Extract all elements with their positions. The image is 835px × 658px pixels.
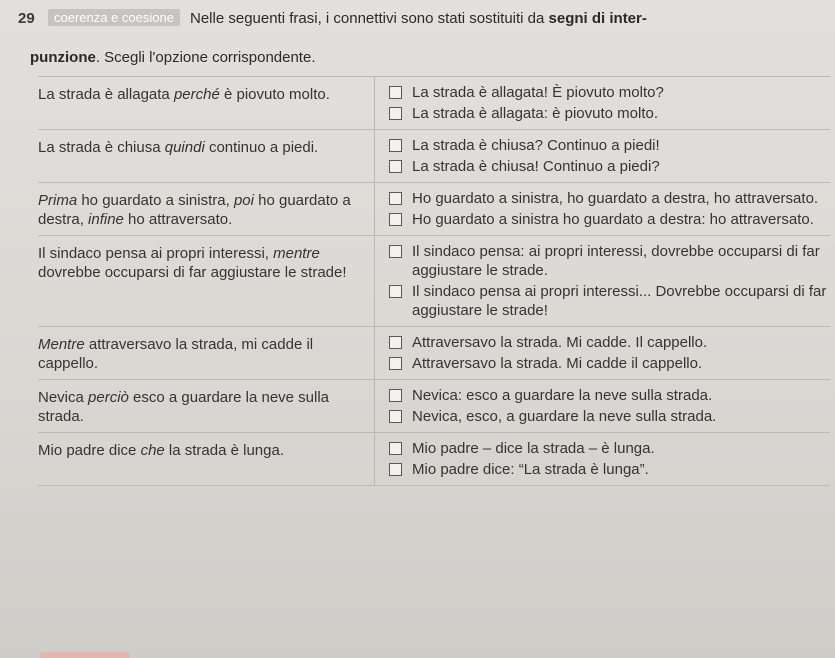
option-text: La strada è chiusa! Continuo a piedi? <box>412 158 660 175</box>
sentence-text: ho guardato a destra, <box>38 192 351 228</box>
instruction-bold-text: segni di inter- <box>548 10 647 27</box>
exercise-table <box>38 76 830 486</box>
original-sentence <box>38 433 375 485</box>
answer-option[interactable] <box>389 83 830 102</box>
sentence-text: attraversavo la strada, mi cadde il cappello. <box>38 336 314 372</box>
original-sentence <box>38 183 375 235</box>
sentence-text: la strada è lunga. <box>164 442 284 459</box>
sentence-text: La strada è chiusa <box>38 139 165 156</box>
checkbox-icon[interactable] <box>389 285 402 298</box>
sentence-text: è piovuto molto. <box>219 86 330 103</box>
checkbox-icon[interactable] <box>389 410 402 423</box>
checkbox-icon[interactable] <box>389 357 402 370</box>
option-text: La strada è chiusa? Continuo a piedi! <box>412 137 660 154</box>
instruction-text-2: . Scegli l'opzione corrispondente. <box>95 49 316 66</box>
answer-option[interactable] <box>389 386 830 405</box>
sentence-text: Il sindaco pensa ai propri interessi, <box>38 245 274 262</box>
table-row <box>38 433 830 486</box>
sentence-text: Nevica <box>38 389 89 406</box>
answer-option[interactable] <box>389 104 830 123</box>
connective-word: che <box>140 442 165 459</box>
topic-tag: coerenza e coesione <box>48 9 180 26</box>
option-text: Nevica: esco a guardare la neve sulla strada. <box>412 387 713 404</box>
options-cell <box>375 183 830 235</box>
connective-word: perché <box>173 86 220 103</box>
answer-option[interactable] <box>389 407 830 426</box>
answer-option[interactable] <box>389 439 830 458</box>
original-sentence <box>38 327 375 379</box>
sentence-text: ho attraversato. <box>123 211 233 228</box>
checkbox-icon[interactable] <box>389 107 402 120</box>
connective-word: quindi <box>164 139 205 156</box>
answer-option[interactable] <box>389 354 830 373</box>
checkbox-icon[interactable] <box>389 336 402 349</box>
page-footer-bar <box>40 652 130 658</box>
answer-option[interactable] <box>389 136 830 155</box>
sentence-text: ho guardato a sinistra, <box>77 192 234 209</box>
answer-option[interactable] <box>389 189 830 208</box>
option-text: Mio padre – dice la strada – è lunga. <box>412 440 655 457</box>
table-row <box>38 77 830 130</box>
options-cell <box>375 130 830 182</box>
options-cell <box>375 236 830 326</box>
option-text: Ho guardato a sinistra ho guardato a destra: ho attraversato. <box>412 211 814 228</box>
option-text: Attraversavo la strada. Mi cadde il cappello. <box>412 355 703 372</box>
checkbox-icon[interactable] <box>389 192 402 205</box>
checkbox-icon[interactable] <box>389 389 402 402</box>
instruction-line-2 <box>30 48 316 68</box>
sentence-text: Mio padre dice <box>38 442 141 459</box>
sentence-text: esco a guardare la neve sulla strada. <box>38 389 330 425</box>
instruction-text: Nelle seguenti frasi, i connettivi sono stati sostituiti da <box>190 10 549 27</box>
table-row <box>38 183 830 236</box>
connective-word: perciò <box>88 389 129 406</box>
option-text: Attraversavo la strada. Mi cadde. Il cappello. <box>412 334 708 351</box>
answer-option[interactable] <box>389 242 830 280</box>
checkbox-icon[interactable] <box>389 86 402 99</box>
table-row <box>38 327 830 380</box>
answer-option[interactable] <box>389 333 830 352</box>
connective-word: infine <box>88 211 124 228</box>
answer-option[interactable] <box>389 282 830 320</box>
option-text: Nevica, esco, a guardare la neve sulla strada. <box>412 408 717 425</box>
sentence-text: La strada è allagata <box>38 86 174 103</box>
table-row <box>38 380 830 433</box>
checkbox-icon[interactable] <box>389 442 402 455</box>
options-cell <box>375 433 830 485</box>
answer-option[interactable] <box>389 157 830 176</box>
answer-option[interactable] <box>389 210 830 229</box>
options-cell <box>375 327 830 379</box>
connective-word: poi <box>233 192 254 209</box>
original-sentence <box>38 77 375 129</box>
exercise-number: 29 <box>18 10 35 27</box>
sentence-text: continuo a piedi. <box>204 139 319 156</box>
checkbox-icon[interactable] <box>389 139 402 152</box>
answer-option[interactable] <box>389 460 830 479</box>
option-text: Ho guardato a sinistra, ho guardato a destra, ho attraversato. <box>412 190 819 207</box>
options-cell <box>375 77 830 129</box>
option-text: Il sindaco pensa ai propri interessi... Dovrebbe occuparsi di far aggiustare le strade! <box>412 283 827 319</box>
original-sentence <box>38 380 375 432</box>
option-text: La strada è allagata: è piovuto molto. <box>412 105 658 122</box>
checkbox-icon[interactable] <box>389 245 402 258</box>
options-cell <box>375 380 830 432</box>
option-text: Mio padre dice: “La strada è lunga”. <box>412 461 649 478</box>
connective-word: mentre <box>273 245 320 262</box>
checkbox-icon[interactable] <box>389 213 402 226</box>
checkbox-icon[interactable] <box>389 160 402 173</box>
original-sentence <box>38 130 375 182</box>
option-text: Il sindaco pensa: ai propri interessi, dovrebbe occuparsi di far aggiustare le strade. <box>412 243 820 279</box>
table-row <box>38 236 830 327</box>
sentence-text: dovrebbe occuparsi di far aggiustare le strade! <box>38 264 347 281</box>
original-sentence <box>38 236 375 326</box>
checkbox-icon[interactable] <box>389 463 402 476</box>
option-text: La strada è allagata! È piovuto molto? <box>412 84 664 101</box>
instruction-line-1 <box>190 9 827 29</box>
connective-word: Mentre <box>38 336 85 353</box>
connective-word: Prima <box>38 192 78 209</box>
table-row <box>38 130 830 183</box>
instruction-bold-text-2: punzione <box>30 49 96 66</box>
